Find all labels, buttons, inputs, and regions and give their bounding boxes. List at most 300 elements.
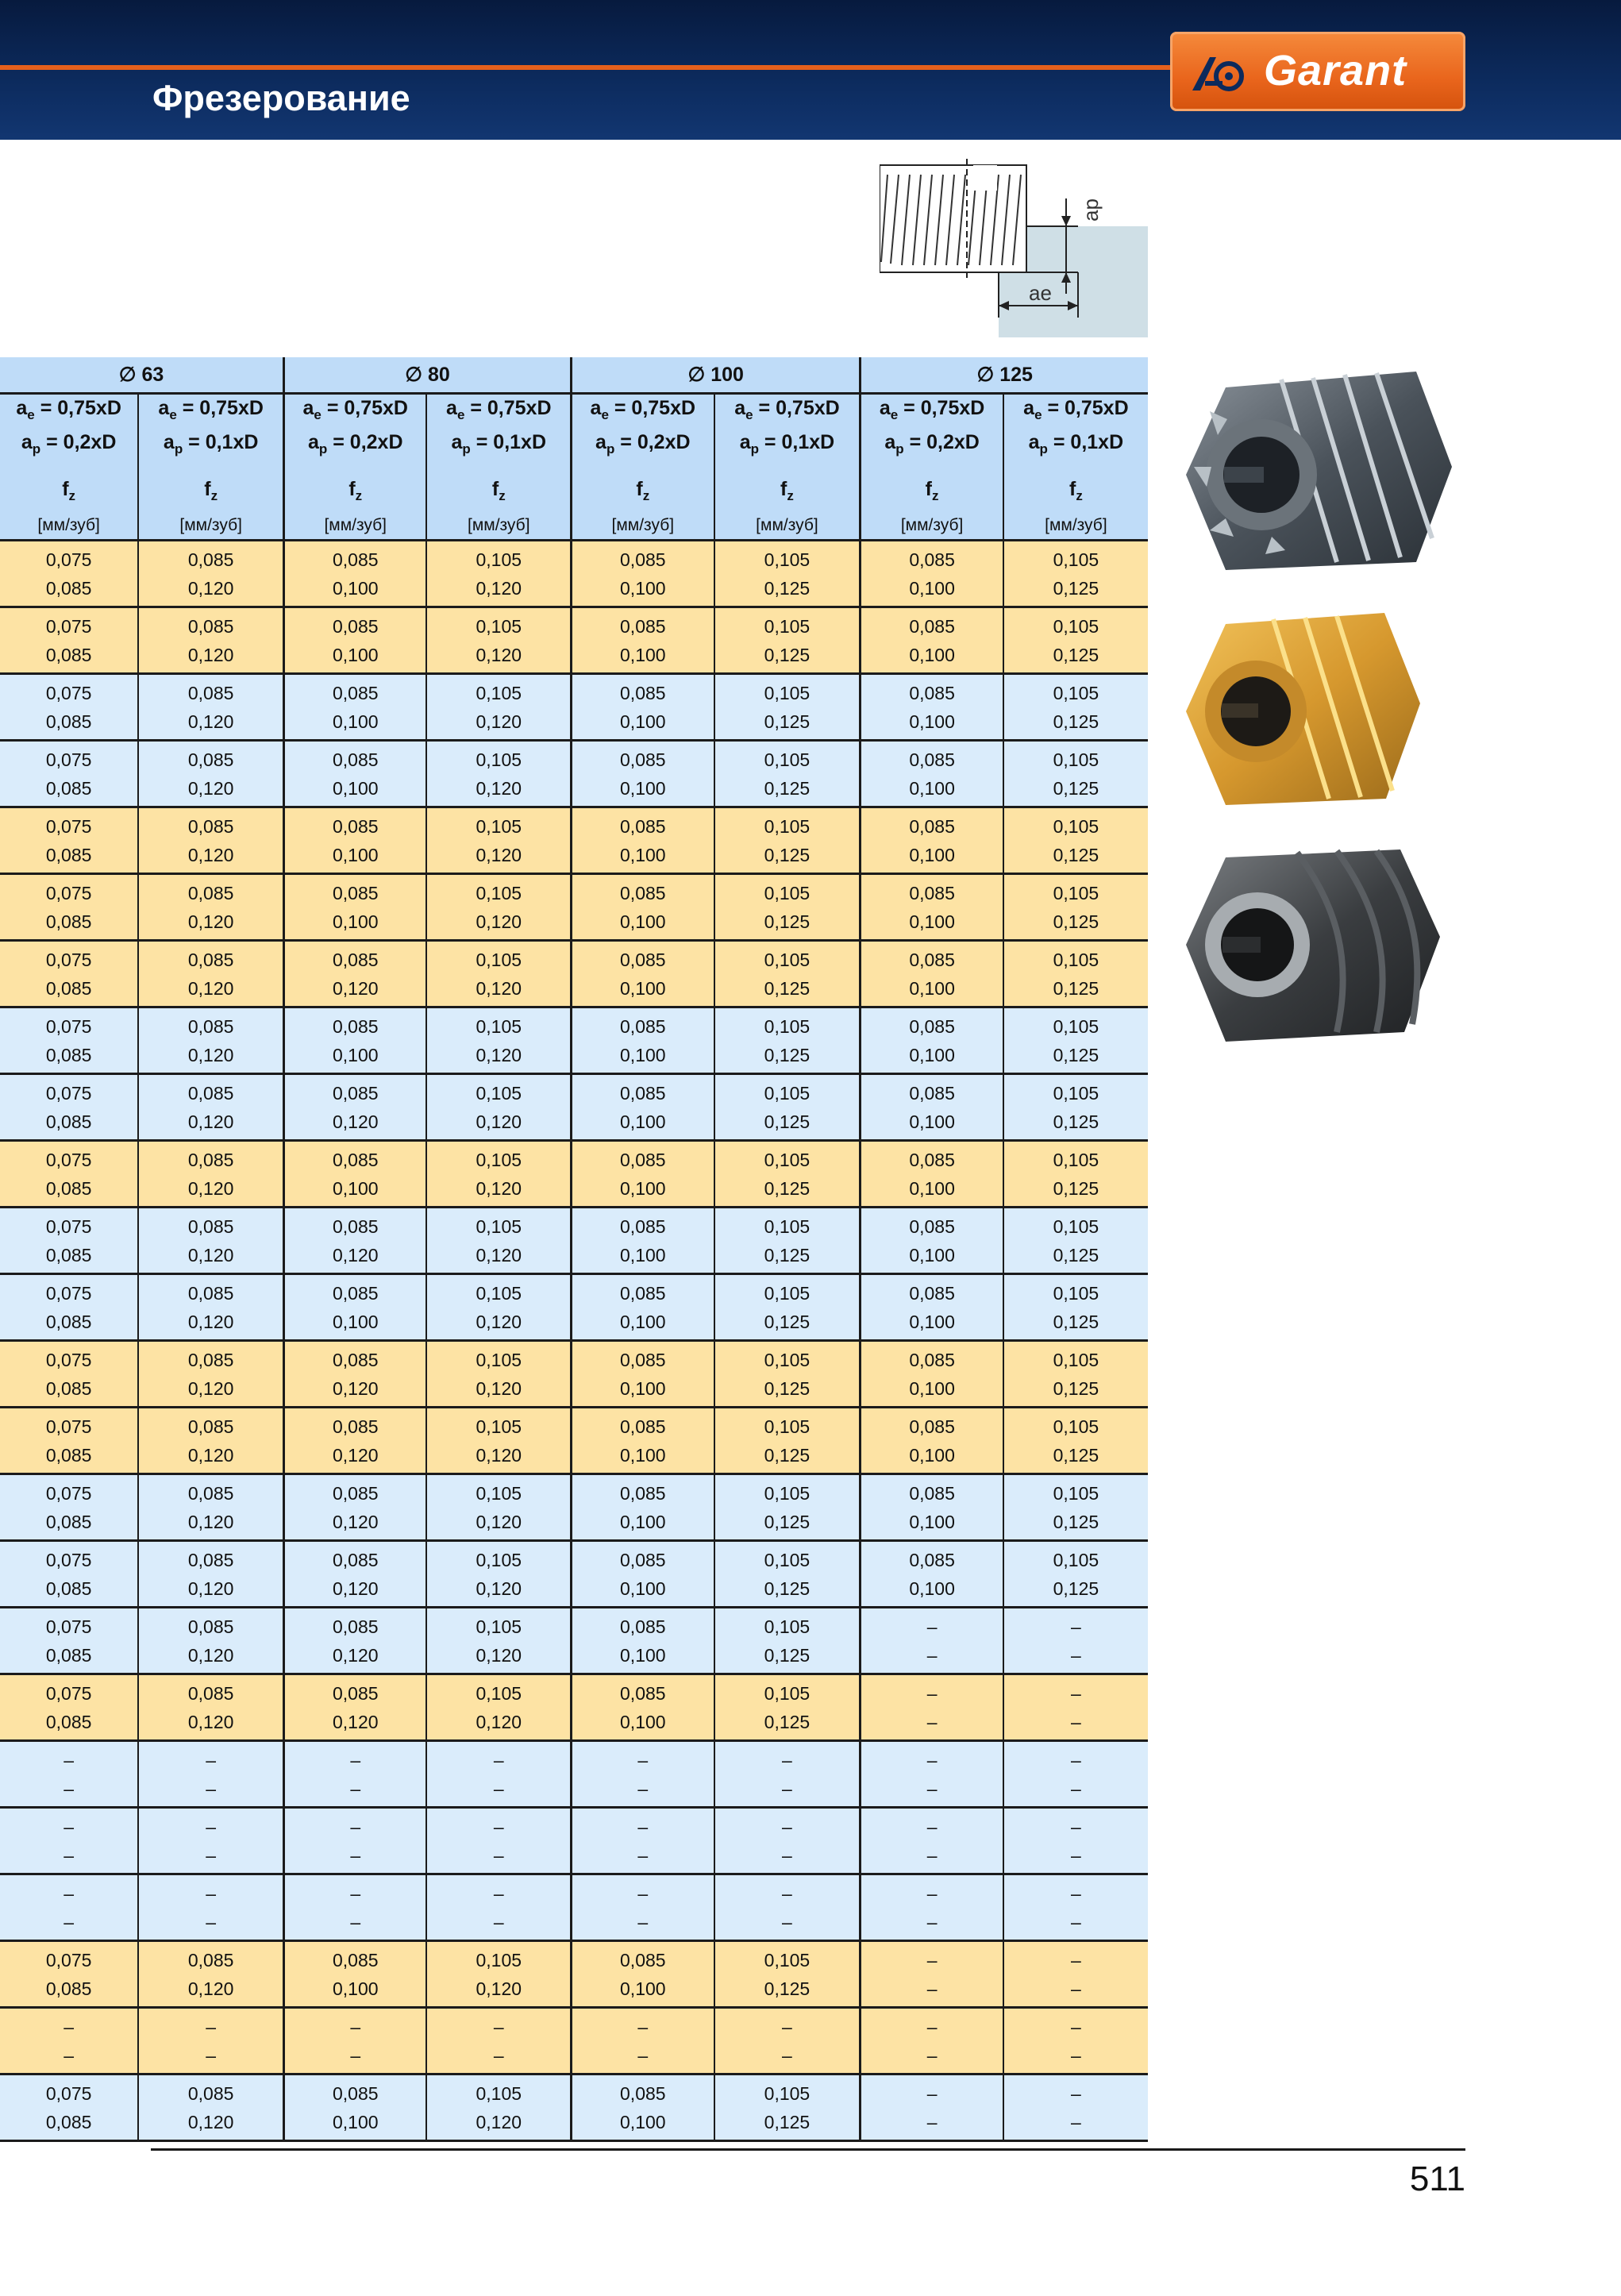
garant-emblem-icon [1189,52,1261,95]
table-row [0,1608,1148,1674]
page-number: 511 [1409,2159,1465,2198]
feed-value: – – [1071,1816,1081,1866]
feed-value-cell [714,1141,861,1208]
feed-value-cell [0,874,138,941]
unit-label: [мм/зуб] [756,516,818,534]
feed-value: 0,105 0,125 [764,1482,810,1532]
feed-value-cell [861,1808,1003,1874]
feed-value-cell [714,607,861,674]
feed-value-cell [861,2074,1003,2141]
feed-value: 0,085 0,100 [909,815,955,865]
feed-value-cell [861,1874,1003,1941]
feed-value-cell [284,1007,427,1074]
feed-value: 0,105 0,120 [476,549,522,599]
feed-value-cell [861,1274,1003,1341]
feed-value-cell [138,1141,283,1208]
feed-value: 0,085 0,100 [909,1149,955,1199]
feed-value: 0,105 0,125 [764,1549,810,1599]
feed-value-cell [0,807,138,874]
feed-value-cell [0,541,138,607]
feed-value: 0,085 0,100 [909,615,955,665]
feed-value: – – [926,1816,938,1866]
feed-value-cell [572,1208,714,1274]
parameter-header-cell [426,394,571,541]
feed-value: 0,075 0,085 [45,1616,92,1666]
feed-value-cell [714,1341,861,1408]
feed-value-cell [714,1741,861,1808]
table-row [0,1007,1148,1074]
ap-line: $a_p = 0,1xD$ [163,431,259,457]
feed-value-cell [714,874,861,941]
unit-label: [мм/зуб] [900,516,964,534]
feed-value-cell [426,674,571,741]
feed-value-cell [714,2074,861,2141]
feed-value-cell [284,1208,427,1274]
feed-value: 0,105 0,125 [1053,1149,1099,1199]
feed-value: – – [637,1882,649,1932]
feed-value: 0,105 0,125 [764,549,810,599]
feed-value: 0,085 0,100 [909,1416,955,1466]
table-row [0,2074,1148,2141]
parameter-header-cell [714,394,861,541]
feed-value-cell [426,941,571,1007]
parameter-header-cell [572,394,714,541]
feed-value: 0,085 0,120 [187,1015,234,1065]
feed-value: 0,085 0,120 [332,1616,379,1666]
feed-value: 0,105 0,120 [476,1015,522,1065]
feed-value-cell [426,1941,571,2008]
feed-value-cell [138,1341,283,1408]
feed-value: 0,085 0,120 [187,1149,234,1199]
feed-value: 0,085 0,120 [187,1082,234,1132]
feed-value-cell [714,1874,861,1941]
feed-value-cell [572,1341,714,1408]
feed-value: 0,105 0,125 [764,615,810,665]
parameter-header-cell [138,394,283,541]
feed-value-cell [714,1541,861,1608]
feed-value: 0,105 0,125 [764,749,810,799]
feed-value: 0,085 0,120 [187,682,234,732]
footer-rule [151,2148,1465,2151]
feed-value: 0,105 0,120 [476,1282,522,1332]
feed-value-cell [284,2008,427,2074]
parameter-header-row [0,394,1148,541]
feed-value: 0,085 0,120 [187,1682,234,1732]
feed-value-cell [572,1474,714,1541]
feed-value: – – [637,1816,649,1866]
feed-value-cell [572,1741,714,1808]
feed-value: 0,105 0,125 [764,1082,810,1132]
feed-value-cell [138,674,283,741]
feed-value-cell [1003,1208,1148,1274]
feed-value-cell [572,607,714,674]
feed-value-cell [426,1608,571,1674]
table-row [0,1808,1148,1874]
feed-value-cell [861,1541,1003,1608]
feed-value-cell [714,1674,861,1741]
feed-value-cell [1003,2008,1148,2074]
feed-value: 0,085 0,100 [909,1015,955,1065]
feed-value: 0,105 0,125 [1053,1482,1099,1532]
feed-value: 0,105 0,125 [1053,815,1099,865]
table-row [0,1874,1148,1941]
feed-value: – – [926,2082,938,2132]
feed-value: – – [350,1816,361,1866]
feed-value-cell [714,807,861,874]
feed-value: 0,105 0,120 [476,1616,522,1666]
feed-value-cell [1003,1007,1148,1074]
feed-value: – – [64,1816,75,1866]
feed-value: 0,075 0,085 [45,1482,92,1532]
feed-value: 0,085 0,100 [620,749,666,799]
feed-value-cell [714,1208,861,1274]
feed-value-cell [0,1341,138,1408]
feed-value: 0,085 0,120 [332,1215,379,1265]
feed-value: 0,105 0,120 [476,615,522,665]
feed-value-cell [0,1941,138,2008]
feed-value-cell [1003,1274,1148,1341]
feed-value-cell [861,874,1003,941]
feed-rate-rows [0,541,1148,2141]
table-row [0,1341,1148,1408]
feed-value-cell [861,1074,1003,1141]
feed-value: 0,075 0,085 [45,749,92,799]
feed-value-cell [426,1141,571,1208]
ae-label: ae [1029,281,1052,305]
feed-value: 0,105 0,120 [476,2082,522,2132]
feed-value-cell [714,541,861,607]
feed-value-cell [1003,1474,1148,1541]
feed-value: 0,085 0,100 [620,882,666,932]
feed-value-cell [284,874,427,941]
feed-value: 0,085 0,120 [332,949,379,999]
ap-line: $a_p = 0,2xD$ [595,431,691,457]
feed-value: 0,075 0,085 [45,1949,92,1999]
feed-value-cell [1003,874,1148,941]
feed-value: 0,105 0,125 [1053,1349,1099,1399]
feed-value-cell [861,1741,1003,1808]
ap-line: $a_p = 0,1xD$ [739,431,835,457]
feed-value-cell [714,1474,861,1541]
feed-value: 0,085 0,100 [620,949,666,999]
feed-value: 0,075 0,085 [45,549,92,599]
feed-value: 0,075 0,085 [45,949,92,999]
feed-value-cell [138,1674,283,1741]
feed-value-cell [861,941,1003,1007]
feed-value: 0,105 0,125 [764,1682,810,1732]
feed-value: 0,105 0,120 [476,1349,522,1399]
feed-value-cell [426,1408,571,1474]
logo-wordmark: Garant [1264,47,1407,94]
feed-value: 0,085 0,120 [187,1949,234,1999]
feed-value-cell [426,2008,571,2074]
feed-value-cell [572,1874,714,1941]
feed-value: 0,085 0,100 [909,1082,955,1132]
feed-value: 0,105 0,120 [476,1215,522,1265]
feed-value: – – [64,2016,75,2066]
feed-value-cell [138,541,283,607]
feed-value-cell [426,741,571,807]
feed-value: – – [637,2016,649,2066]
feed-value-cell [426,1007,571,1074]
feed-value-cell [284,1808,427,1874]
feed-value: 0,105 0,120 [476,1549,522,1599]
feed-value: 0,085 0,100 [332,1949,379,1999]
feed-value-cell [138,1741,283,1808]
feed-value-cell [0,1274,138,1341]
feed-value: – – [1071,1882,1081,1932]
feed-value: – – [206,2016,217,2066]
feed-value-cell [426,1074,571,1141]
feed-value-cell [0,1408,138,1474]
feed-value-cell [0,2074,138,2141]
feed-rate-table [0,357,1148,2142]
feed-value-cell [861,741,1003,807]
feed-value-cell [138,1608,283,1674]
parameter-header-cell [1003,394,1148,541]
table-row [0,1741,1148,1808]
shell-end-mill-black-coated-image [1178,834,1445,1046]
feed-value-cell [0,1541,138,1608]
feed-value: 0,075 0,085 [45,1549,92,1599]
table-row [0,874,1148,941]
table-row [0,541,1148,607]
table-row [0,941,1148,1007]
feed-value: 0,105 0,120 [476,882,522,932]
feed-value-cell [572,741,714,807]
feed-value-cell [0,1674,138,1741]
feed-value: 0,085 0,120 [187,1282,234,1332]
feed-value-cell [0,741,138,807]
table-row [0,674,1148,741]
feed-value-cell [138,941,283,1007]
table-row [0,807,1148,874]
feed-value-cell [426,1674,571,1741]
feed-value-cell [1003,1141,1148,1208]
feed-value-cell [572,1808,714,1874]
feed-value: 0,085 0,120 [187,1349,234,1399]
ae-line: $a_e = 0,75xD$ [1023,397,1129,422]
feed-value: – – [493,1816,504,1866]
feed-value: 0,085 0,100 [620,1082,666,1132]
feed-value: 0,085 0,120 [187,2082,234,2132]
feed-value-cell [284,607,427,674]
feed-value: 0,105 0,125 [764,1015,810,1065]
feed-value: – – [1071,1949,1081,1999]
feed-value-cell [284,2074,427,2141]
feed-value: 0,085 0,120 [187,615,234,665]
table-row [0,1208,1148,1274]
feed-value: – – [64,1749,75,1799]
ap-label: ap [1079,198,1103,222]
fz-label: $f_z$ [491,478,506,503]
feed-value-cell [284,807,427,874]
feed-value-cell [0,1608,138,1674]
feed-value-cell [284,1541,427,1608]
feed-value-cell [138,874,283,941]
diameter-125-header: ∅ 125 [861,357,1148,394]
feed-value: 0,085 0,100 [332,1015,379,1065]
feed-value-cell [861,541,1003,607]
feed-value-cell [1003,541,1148,607]
feed-value-cell [714,1408,861,1474]
feed-value: 0,105 0,125 [1053,1082,1099,1132]
feed-value: 0,105 0,125 [764,949,810,999]
feed-value: 0,105 0,125 [764,1215,810,1265]
fz-label: $f_z$ [348,478,363,503]
feed-value-cell [284,1674,427,1741]
feed-value-cell [426,607,571,674]
feed-value-cell [1003,1941,1148,2008]
feed-value: 0,105 0,125 [764,882,810,932]
feed-value-cell [0,1741,138,1808]
feed-value: – – [1071,2016,1081,2066]
feed-value: – – [637,1749,649,1799]
feed-value-cell [284,1274,427,1341]
diameter-header-row [0,357,1148,394]
garant-logo [1170,32,1465,111]
feed-value-cell [138,1074,283,1141]
page-header [0,0,1621,140]
feed-value-cell [572,1541,714,1608]
feed-value: 0,105 0,120 [476,815,522,865]
feed-value: 0,085 0,100 [620,1482,666,1532]
feed-value: 0,105 0,120 [476,682,522,732]
feed-value: 0,085 0,100 [620,1682,666,1732]
feed-value-cell [572,1608,714,1674]
feed-value-cell [1003,1541,1148,1608]
feed-value: 0,085 0,120 [332,1549,379,1599]
diameter-100-header: ∅ 100 [572,357,861,394]
feed-value: 0,105 0,125 [764,1149,810,1199]
feed-value-cell [284,1341,427,1408]
feed-value-cell [0,1074,138,1141]
feed-value-cell [0,607,138,674]
unit-label: [мм/зуб] [37,516,100,534]
ae-line: $a_e = 0,75xD$ [302,397,408,422]
feed-value-cell [426,541,571,607]
feed-value-cell [426,1808,571,1874]
feed-value-cell [284,1741,427,1808]
feed-value: 0,075 0,085 [45,1416,92,1466]
feed-value: 0,105 0,125 [1053,1215,1099,1265]
feed-value-cell [1003,1341,1148,1408]
cutting-parameters-diagram [880,159,1149,337]
feed-value-cell [714,2008,861,2074]
feed-value: 0,085 0,120 [187,1215,234,1265]
feed-value-cell [138,1408,283,1474]
feed-value: 0,085 0,120 [187,1482,234,1532]
unit-label: [мм/зуб] [611,516,675,534]
table-row [0,1941,1148,2008]
feed-value-cell [426,874,571,941]
feed-value-cell [138,1007,283,1074]
feed-value: 0,105 0,120 [476,949,522,999]
feed-value-cell [861,807,1003,874]
feed-value: 0,085 0,100 [332,1282,379,1332]
feed-value-cell [426,1474,571,1541]
table-row [0,1141,1148,1208]
feed-value: 0,085 0,120 [187,549,234,599]
ae-line: $a_e = 0,75xD$ [590,397,696,422]
feed-value: 0,085 0,120 [187,1549,234,1599]
feed-value: 0,085 0,100 [332,615,379,665]
feed-value: 0,085 0,100 [620,549,666,599]
feed-value-cell [861,1674,1003,1741]
feed-value-cell [861,607,1003,674]
table-row [0,1274,1148,1341]
feed-value: 0,105 0,125 [1053,1549,1099,1599]
feed-value-cell [0,1141,138,1208]
feed-value-cell [714,1941,861,2008]
feed-value-cell [1003,1741,1148,1808]
feed-value: 0,085 0,100 [909,549,955,599]
feed-value: 0,105 0,125 [1053,549,1099,599]
feed-value: 0,085 0,120 [332,1482,379,1532]
parameter-header-cell [284,394,427,541]
feed-value: 0,075 0,085 [45,882,92,932]
feed-value: 0,085 0,100 [620,682,666,732]
feed-value-cell [138,741,283,807]
feed-value: – – [350,2016,361,2066]
feed-value-cell [714,1007,861,1074]
feed-value: 0,075 0,085 [45,1082,92,1132]
feed-value-cell [138,1274,283,1341]
feed-value: 0,085 0,120 [332,1082,379,1132]
feed-value-cell [572,1674,714,1741]
feed-value: 0,075 0,085 [45,1015,92,1065]
feed-value-cell [138,1808,283,1874]
feed-value-cell [861,1474,1003,1541]
feed-value: 0,075 0,085 [45,815,92,865]
feed-value-cell [138,607,283,674]
feed-value-cell [714,1608,861,1674]
feed-value-cell [572,1074,714,1141]
ap-line: $a_p = 0,1xD$ [1028,431,1124,457]
table-row [0,1674,1148,1741]
feed-value-cell [138,1541,283,1608]
feed-value: – – [64,1882,75,1932]
feed-value: 0,105 0,125 [764,682,810,732]
feed-value: 0,085 0,120 [187,815,234,865]
feed-value: 0,085 0,100 [909,1215,955,1265]
feed-value-cell [861,1341,1003,1408]
feed-value-cell [426,1208,571,1274]
fz-label: $f_z$ [636,478,650,503]
feed-value: 0,105 0,120 [476,749,522,799]
ae-line: $a_e = 0,75xD$ [734,397,840,422]
feed-value-cell [861,674,1003,741]
feed-value-cell [138,1208,283,1274]
fz-label: $f_z$ [1068,478,1083,503]
table-row [0,1408,1148,1474]
feed-value-cell [284,1141,427,1208]
table-row [0,741,1148,807]
feed-value: 0,085 0,100 [620,615,666,665]
diameter-63-header: ∅ 63 [0,357,284,394]
feed-value-cell [426,1741,571,1808]
feed-value-cell [284,941,427,1007]
feed-value-cell [1003,941,1148,1007]
feed-value: 0,085 0,100 [909,1482,955,1532]
ap-line: $a_p = 0,1xD$ [451,431,547,457]
feed-value: 0,085 0,120 [187,749,234,799]
feed-value: 0,075 0,085 [45,1282,92,1332]
feed-value-cell [0,1808,138,1874]
feed-value: 0,085 0,100 [909,949,955,999]
feed-value-cell [284,541,427,607]
feed-value: 0,085 0,100 [620,2082,666,2132]
